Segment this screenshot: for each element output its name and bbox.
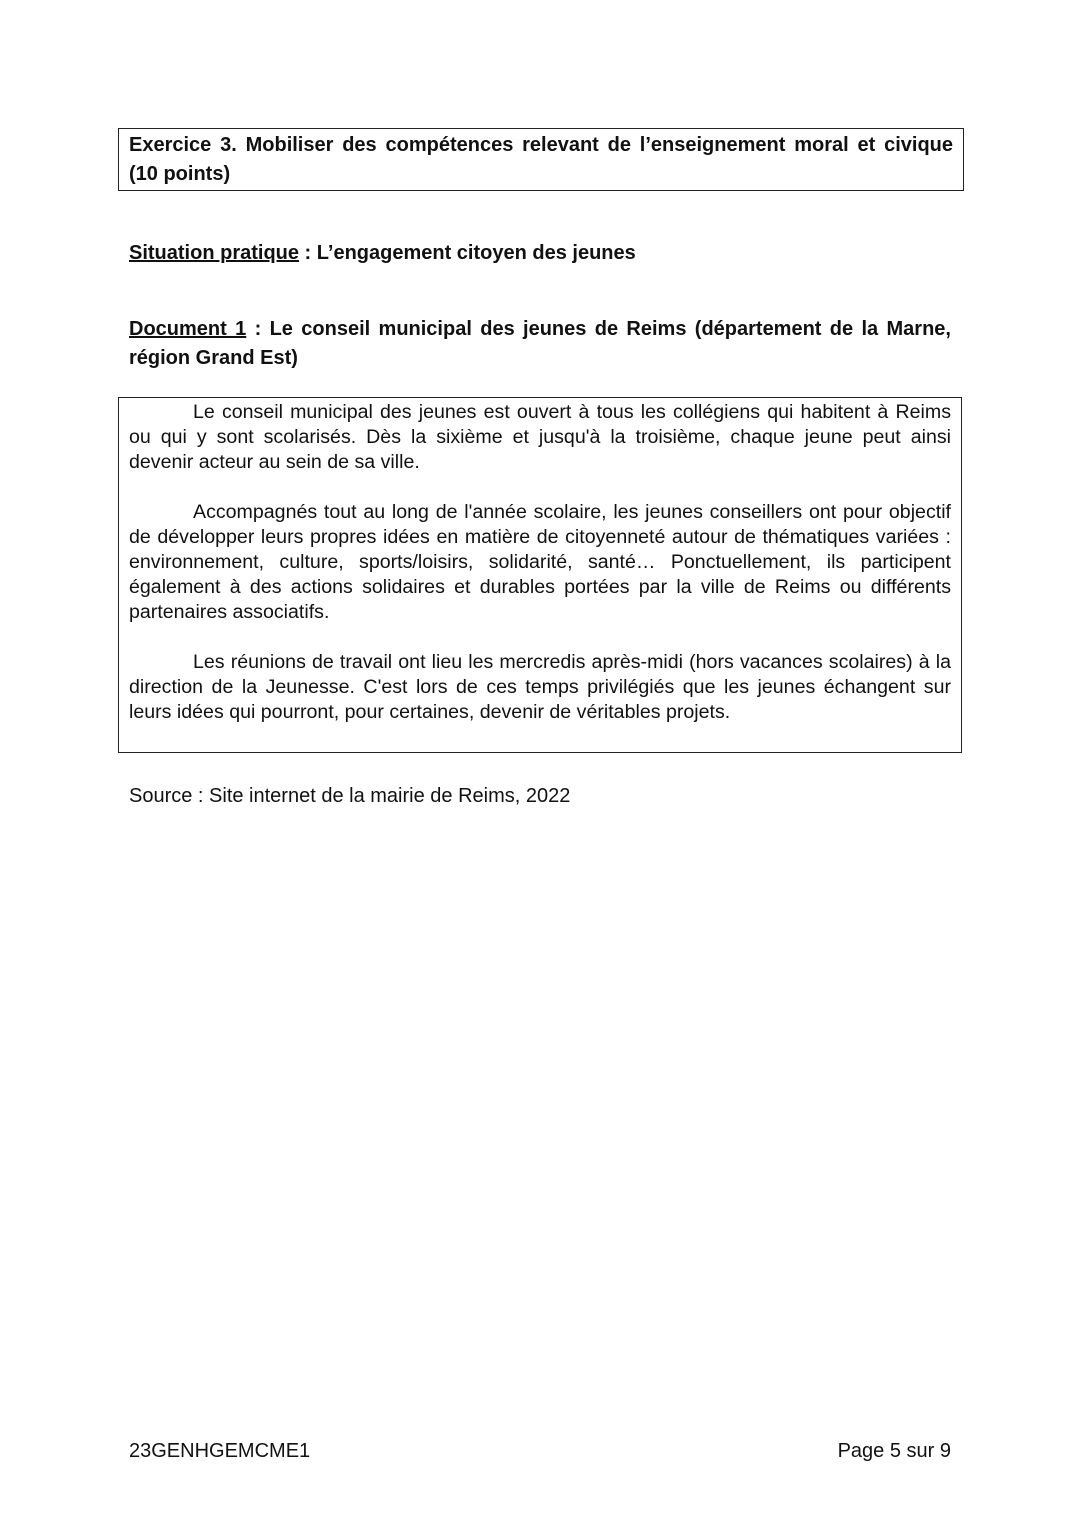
exercise-title: Exercice 3. Mobiliser des compétences relevant de l’enseignement moral et civique (10 points) [129, 134, 953, 185]
situation-text: L’engagement citoyen des jeunes [316, 242, 636, 264]
footer-page-number: Page 5 sur 9 [837, 1440, 951, 1462]
document-text-box [118, 397, 962, 753]
situation-label: Situation pratique [129, 242, 299, 264]
document-heading [129, 315, 951, 373]
footer-exam-code: 23GENHGEMCME1 [129, 1440, 311, 1462]
document-paragraph: Accompagnés tout au long de l'année scolaire, les jeunes conseillers ont pour objectif de développer leurs propres idées en matière de citoyenneté autour de thématiques variées : environnement, culture, sports/loisirs, solidarité, santé… Ponctuellement, ils participent également à des actions solidaires et durables portées par la ville de Reims ou différents partenaires associatifs. [129, 501, 951, 623]
document-separator: : [246, 318, 270, 340]
exercise-header-box [118, 128, 964, 191]
document-paragraph: Les réunions de travail ont lieu les mercredis après-midi (hors vacances scolaires) à la direction de la Jeunesse. C'est lors de ces temps privilégiés que les jeunes échangent sur leurs idées qui pourront, pour certaines, devenir de véritables projets. [129, 651, 951, 723]
document-label: Document 1 [129, 318, 247, 340]
document-paragraph: Le conseil municipal des jeunes est ouvert à tous les collégiens qui habitent à Reims ou qui y sont scolarisés. Dès la sixième et jusqu'à la troisième, chaque jeune peut ainsi devenir acteur au sein de sa ville. [129, 401, 951, 473]
situation-separator: : [299, 242, 317, 264]
document-title: Le conseil municipal des jeunes de Reims (département de la Marne, région Grand Est) [129, 318, 951, 369]
document-source: Source : Site internet de la mairie de Reims, 2022 [129, 785, 571, 807]
situation-heading [129, 239, 636, 267]
